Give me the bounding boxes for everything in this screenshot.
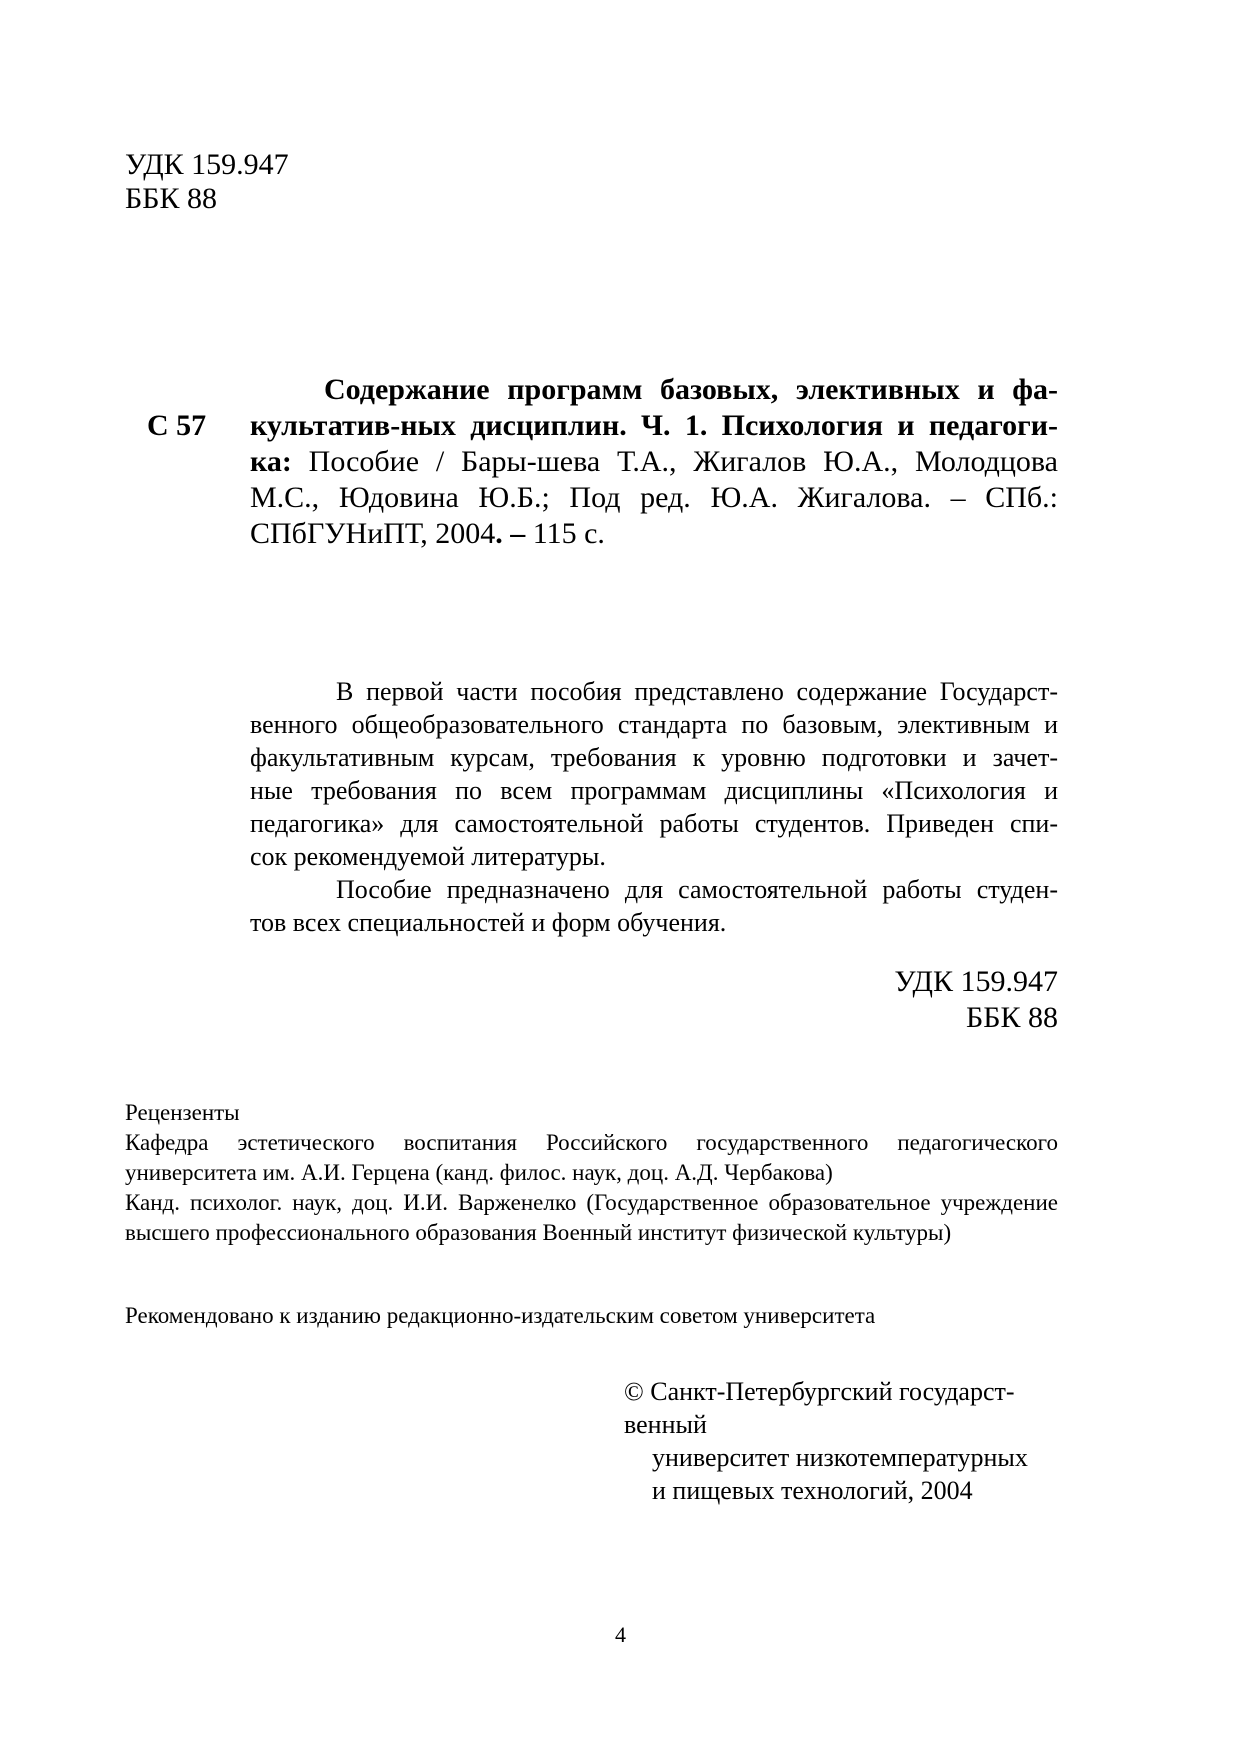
annotation-line-3: факультативным курсам, требования к уровню подготовки и зачет- <box>250 743 1058 772</box>
catalog-authors: Пособие / Бары-шева Т.А., Жигалов Ю.А., Молодцова <box>308 445 1058 478</box>
annotation-line-4: ные требования по всем программам дисциплины «Психология и <box>250 776 1058 805</box>
recommendation: Рекомендовано к изданию редакционно-издательским советом университета <box>125 1303 876 1328</box>
copyright-line-2: венный <box>624 1410 707 1439</box>
annotation-line-5: педагогика» для самостоятельной работы студентов. Приведен спи- <box>250 809 1058 838</box>
annotation-line-8: тов всех специальностей и форм обучения. <box>250 908 727 937</box>
copyright-line-4: и пищевых технологий, 2004 <box>652 1476 973 1505</box>
catalog-pages: 115 с. <box>525 517 605 550</box>
reviewers-line-4: высшего профессионального образования Военный институт физической культуры) <box>125 1220 952 1245</box>
annotation-line-1: В первой части пособия представлено содержание Государст- <box>336 677 1058 706</box>
reviewers-line-2: университета им. А.И. Герцена (канд. филос. наук, доц. А.Д. Чербакова) <box>125 1160 833 1185</box>
annotation-bbk: ББК 88 <box>966 1001 1058 1034</box>
copyright-line-1: © Санкт-Петербургский государст- <box>624 1377 1015 1406</box>
annotation-line-7: Пособие предназначено для самостоятельной работы студен- <box>336 875 1058 904</box>
reviewers-heading: Рецензенты <box>125 1100 240 1125</box>
catalog-publisher: СПбГУНиПТ, 2004 <box>250 517 496 550</box>
annotation-udk: УДК 159.947 <box>894 965 1058 998</box>
copyright-line-3: университет низкотемпературных <box>652 1443 1028 1472</box>
catalog-line-5 <box>250 517 605 551</box>
catalog-title-line-2: культатив-ных дисциплин. Ч. 1. Психология и педагоги- <box>250 409 1058 442</box>
catalog-title-line-1: Содержание программ базовых, элективных и фа- <box>324 373 1058 406</box>
annotation-line-6: сок рекомендуемой литературы. <box>250 842 606 871</box>
header-bbk: ББК 88 <box>125 182 217 215</box>
page-number: 4 <box>615 1622 626 1647</box>
reviewers-line-3: Канд. психолог. наук, доц. И.И. Варженелко (Государственное образовательное учреждение <box>125 1190 1058 1215</box>
annotation-line-2: венного общеобразовательного стандарта по базовым, элективным и <box>250 710 1058 739</box>
reviewers-line-1: Кафедра эстетического воспитания Российского государственного педагогического <box>125 1130 1058 1155</box>
catalog-separator: . – <box>495 517 526 550</box>
catalog-line-4: М.С., Юдовина Ю.Б.; Под ред. Ю.А. Жигалова. – СПб.: <box>250 481 1058 514</box>
catalog-title-end: ка: <box>250 445 292 478</box>
catalog-line-3 <box>250 445 1058 479</box>
catalog-index: С 57 <box>147 409 207 442</box>
header-udk: УДК 159.947 <box>125 148 289 181</box>
